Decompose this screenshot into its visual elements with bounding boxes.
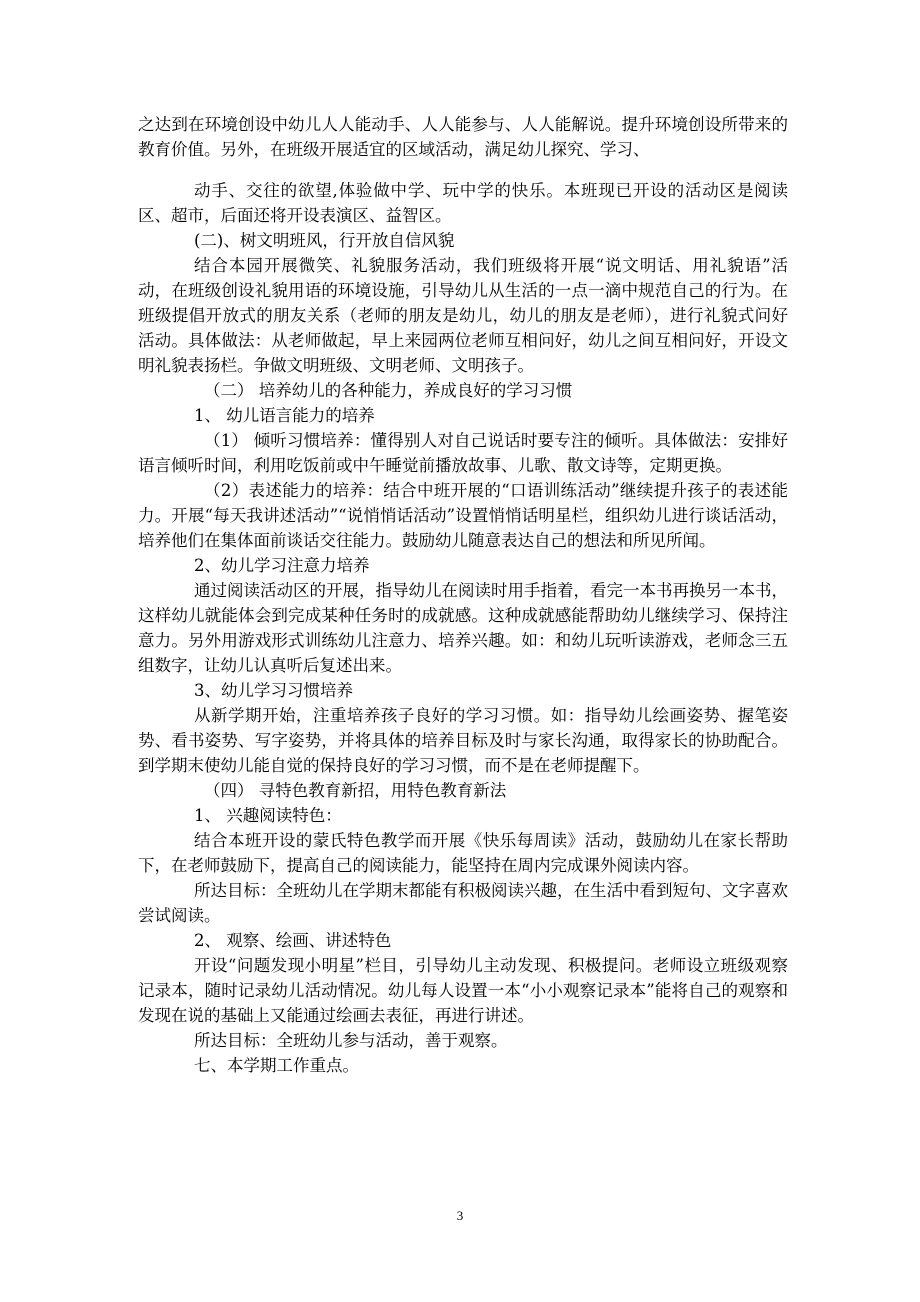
section-heading: (二)、树文明班风，行开放自信风貌	[194, 231, 455, 250]
paragraph: （2）表述能力的培养：结合中班开展的“口语训练活动”继续提升孩子的表述能力。开展“每天我讲述活动”“说悄悄话活动”设置悄悄话明星栏，组织幼儿进行谈话活动，培养他们在集体面前谈话交往能力。鼓励幼儿随意表达自己的想法和所见所闻。	[138, 481, 788, 550]
body-text	[138, 112, 788, 1078]
subsection-heading: 1、 幼儿语言能力的培养	[194, 406, 375, 425]
paragraph: 所达目标：全班幼儿参与活动，善于观察。	[194, 1031, 508, 1050]
subsection-heading: 2、幼儿学习注意力培养	[194, 556, 370, 575]
section-heading: （二） 培养幼儿的各种能力，养成良好的学习习惯	[204, 381, 573, 400]
section-heading: （四） 寻特色教育新招，用特色教育新法	[204, 781, 507, 800]
paragraph: 结合本园开展微笑、礼貌服务活动，我们班级将开展“说文明话、用礼貌语”活动，在班级创设礼貌用语的环境设施，引导幼儿从生活的一点一滴中规范自己的行为。在班级提倡开放式的朋友关系（老师的朋友是幼儿，幼儿的朋友是老师），进行礼貌式问好活动。具体做法：从老师做起，早上来园两位老师互相问好，幼儿之间互相问好，开设文明礼貌表扬栏。争做文明班级、文明老师、文明孩子。	[138, 256, 788, 375]
paragraph: （1） 倾听习惯培养：懂得别人对自己说话时要专注的倾听。具体做法：安排好语言倾听时间，利用吃饭前或中午睡觉前播放故事、儿歌、散文诗等，定期更换。	[138, 431, 788, 475]
subsection-heading: 1、 兴趣阅读特色：	[194, 806, 342, 825]
page-number: 3	[456, 1208, 464, 1223]
section-heading: 七、本学期工作重点。	[194, 1056, 359, 1075]
paragraph: 通过阅读活动区的开展，指导幼儿在阅读时用手指着，看完一本书再换另一本书，这样幼儿就能体会到完成某种任务时的成就感。这种成就感能帮助幼儿继续学习、保持注意力。另外用游戏形式训练幼儿注意力、培养兴趣。如：和幼儿玩听读游戏，老师念三五组数字，让幼儿认真听后复述出来。	[138, 581, 788, 675]
paragraph: 动手、交往的欲望,体验做中学、玩中学的快乐。本班现已开设的活动区是阅读区、超市，后面还将开设表演区、益智区。	[138, 181, 788, 225]
paragraph: 开设“问题发现小明星”栏目，引导幼儿主动发现、积极提问。老师设立班级观察记录本，随时记录幼儿活动情况。幼儿每人设置一本“小小观察记录本”能将自己的观察和发现在说的基础上又能通过绘画去表征，再进行讲述。	[138, 956, 788, 1025]
paragraph: 从新学期开始，注重培养孩子良好的学习习惯。如：指导幼儿绘画姿势、握笔姿势、看书姿势、写字姿势，并将具体的培养目标及时与家长沟通，取得家长的协助配合。到学期末使幼儿能自觉的保持良好的学习习惯，而不是在老师提醒下。	[138, 706, 788, 775]
paragraph-gap	[138, 162, 788, 178]
subsection-heading: 2、 观察、绘画、讲述特色	[194, 931, 392, 950]
paragraph: 所达目标：全班幼儿在学期末都能有积极阅读兴趣，在生活中看到短句、文字喜欢尝试阅读。	[138, 881, 788, 925]
paragraph: 之达到在环境创设中幼儿人人能动手、人人能参与、人人能解说。提升环境创设所带来的教育价值。另外，在班级开展适宜的区域活动，满足幼儿探究、学习、	[138, 115, 788, 159]
paragraph: 结合本班开设的蒙氏特色教学而开展《快乐每周读》活动，鼓励幼儿在家长帮助下，在老师鼓励下，提高自己的阅读能力，能坚持在周内完成课外阅读内容。	[138, 831, 788, 875]
subsection-heading: 3、幼儿学习习惯培养	[194, 681, 353, 700]
